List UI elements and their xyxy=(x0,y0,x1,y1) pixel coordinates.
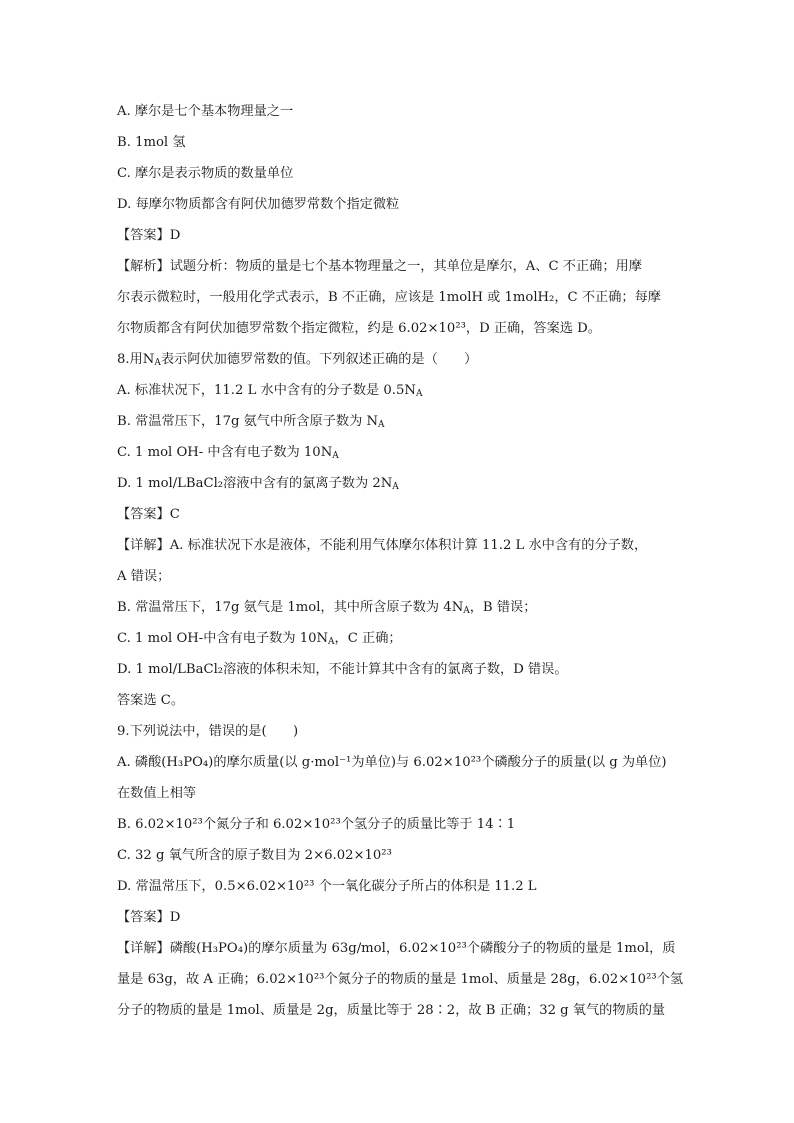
q9-option-a-line-2: 在数值上相等 xyxy=(117,786,197,801)
analysis-7-line-2: 尔表示微粒时，一般用化学式表示，B 不正确，应该是 1molH 或 1molH₂，C 不正确；每摩 xyxy=(117,290,661,305)
explanation-9-line-3: 分子的物质的量是 1mol、质量是 2g，质量比等于 28∶2，故 B 正确；32 g 氧气的物质的量 xyxy=(117,1003,666,1018)
option-c: C. 摩尔是表示物质的数量单位 xyxy=(117,166,294,181)
explanation-8-line-4: C. 1 mol OH-中含有电子数为 $10N_A$，C 正确； xyxy=(117,631,402,647)
document-page xyxy=(117,96,687,1026)
q9-option-a-line-1: A. 磷酸(H₃PO₄)的摩尔质量(以 g·mol⁻¹为单位)与 6.02×10²³个磷酸分子的质量(以 g 为单位) xyxy=(117,755,667,770)
q9-option-c: C. 32 g 氧气所含的原子数目为 2×6.02×10²³ xyxy=(117,848,392,863)
q9-option-d: D. 常温常压下，0.5×6.02×10²³ 个一氧化碳分子所占的体积是 11.2 L xyxy=(117,879,537,894)
option-d: D. 每摩尔物质都含有阿伏加德罗常数个指定微粒 xyxy=(117,197,400,212)
explanation-9-line-2: 量是 63g，故 A 正确；6.02×10²³个氮分子的物质的量是 1mol、质量是 28g，6.02×10²³个氢 xyxy=(117,972,684,987)
explanation-8-line-3: B. 常温常压下，17g 氨气是 1mol，其中所含原子数为 $4N_A$，B 错误； xyxy=(117,600,537,616)
option-a: A. 摩尔是七个基本物理量之一 xyxy=(117,104,294,119)
answer-8-conclusion: 答案选 C。 xyxy=(117,693,185,708)
explanation-8-line-2: A 错误； xyxy=(117,569,171,584)
q8-option-c: C. 1 mol OH- 中含有电子数为 $10N_A$ xyxy=(117,445,339,461)
q9-option-b: B. 6.02×10²³个氮分子和 6.02×10²³个氢分子的质量比等于 14∶1 xyxy=(117,817,516,832)
q8-option-d: D. 1 mol/LBaCl₂溶液中含有的氯离子数为 $2N_A$ xyxy=(117,476,399,492)
option-b: B. 1mol 氢 xyxy=(117,135,186,150)
question-9: 9.下列说法中，错误的是( ) xyxy=(117,724,299,739)
answer-8: 【答案】C xyxy=(117,507,180,522)
analysis-7-line-3: 尔物质都含有阿伏加德罗常数个指定微粒，约是 6.02×10²³，D 正确，答案选 D。 xyxy=(117,321,601,336)
question-8: 8.用$N_A$表示阿伏加德罗常数的值。下列叙述正确的是（ ） xyxy=(117,352,478,368)
analysis-7-line-1: 【解析】试题分析：物质的量是七个基本物理量之一，其单位是摩尔，A、C 不正确；用摩 xyxy=(117,259,642,274)
explanation-9-line-1: 【详解】磷酸(H₃PO₄)的摩尔质量为 63g/mol，6.02×10²³个磷酸分子的物质的量是 1mol，质 xyxy=(117,941,676,956)
explanation-8-line-5: D. 1 mol/LBaCl₂溶液的体积未知，不能计算其中含有的氯离子数，D 错误。 xyxy=(117,662,568,677)
q8-option-a: A. 标准状况下，11.2 L 水中含有的分子数是 $0.5N_A$ xyxy=(117,383,423,399)
explanation-8-line-1: 【详解】A. 标准状况下水是液体，不能利用气体摩尔体积计算 11.2 L 水中含有的分子数， xyxy=(117,538,648,553)
q8-option-b: B. 常温常压下，17g 氨气中所含原子数为 $N_A$ xyxy=(117,414,385,430)
answer-7: 【答案】D xyxy=(117,228,181,243)
answer-9: 【答案】D xyxy=(117,910,181,925)
